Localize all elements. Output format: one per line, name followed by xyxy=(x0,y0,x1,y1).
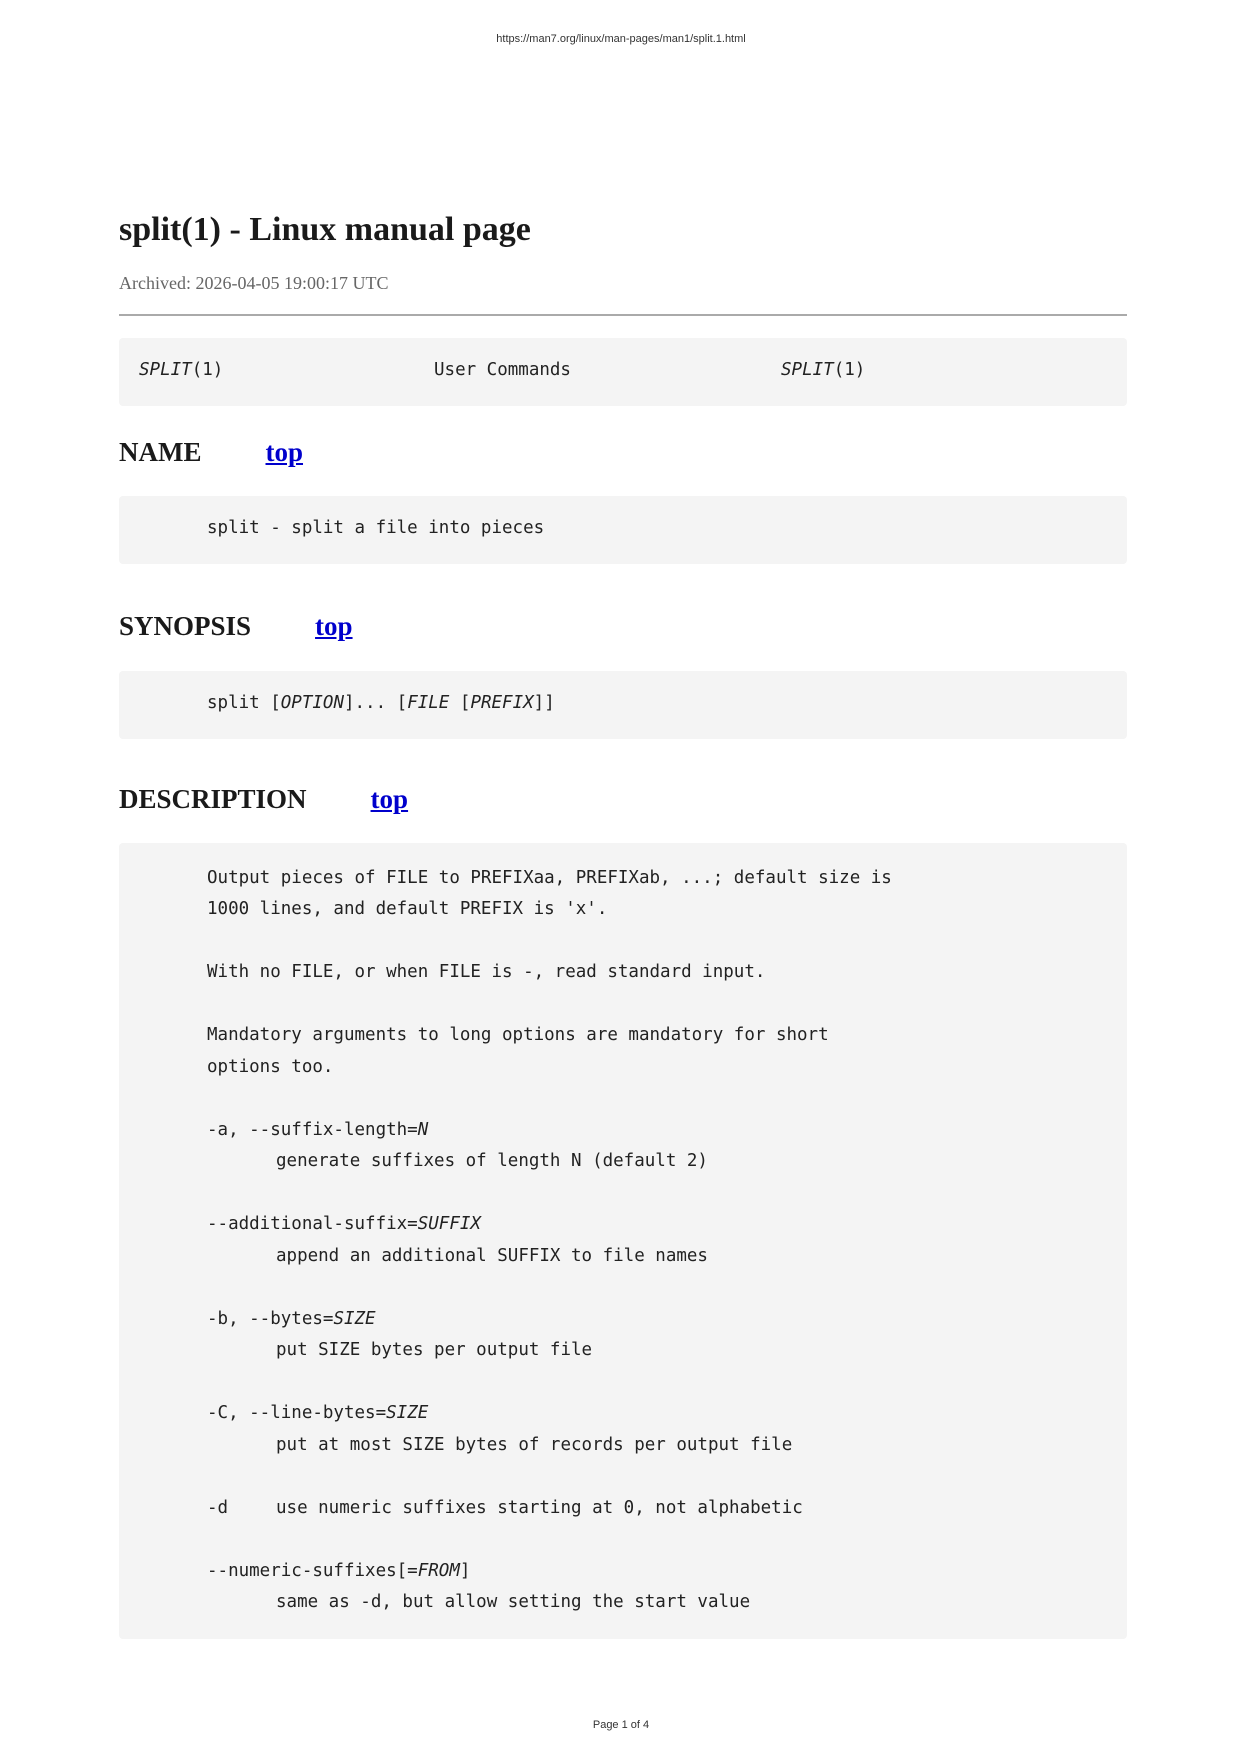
man-header-left: SPLIT(1) xyxy=(139,359,224,380)
description-para-3: Mandatory arguments to long options are mandatory for short options too. xyxy=(207,1025,829,1077)
option-d: -d use numeric suffixes starting at 0, not alphabetic xyxy=(207,1497,803,1518)
section-heading-description: DESCRIPTION top xyxy=(119,783,409,814)
section-heading-name: NAME top xyxy=(119,436,304,467)
man-header-bar xyxy=(119,338,1127,406)
option-bytes: -b, --bytes=SIZE put SIZE bytes per output file xyxy=(207,1308,593,1361)
page-number: Page 1 of 4 xyxy=(592,1719,650,1731)
man-header-right: SPLIT(1) xyxy=(781,359,866,380)
option-numeric-suffixes: --numeric-suffixes[=FROM] same as -d, but allow setting the start value xyxy=(207,1560,751,1613)
description-box xyxy=(119,843,1127,1639)
section-heading-synopsis: SYNOPSIS top xyxy=(119,611,353,642)
top-link-name[interactable]: top xyxy=(265,436,304,467)
title-divider xyxy=(119,314,1127,316)
description-para-1: Output pieces of FILE to PREFIXaa, PREFIXab, ...; default size is 1000 lines, and default PREFIX is 'x'. xyxy=(207,867,892,920)
top-link-description[interactable]: top xyxy=(370,783,409,814)
top-link-synopsis[interactable]: top xyxy=(315,611,353,642)
description-para-2: With no FILE, or when FILE is -, read standard input. xyxy=(207,962,766,983)
synopsis-box xyxy=(119,671,1127,739)
name-box xyxy=(119,496,1127,564)
print-header-url: https://man7.org/linux/man-pages/man1/split.1.html xyxy=(496,33,746,45)
man-header-center: User Commands xyxy=(434,359,571,380)
name-text: split - split a file into pieces xyxy=(207,518,545,539)
option-suffix-length: -a, --suffix-length=N generate suffixes of length N (default 2) xyxy=(207,1119,708,1172)
page-title: split(1) - Linux manual page xyxy=(119,211,531,248)
option-line-bytes: -C, --line-bytes=SIZE put at most SIZE bytes of records per output file xyxy=(207,1403,793,1455)
synopsis-text: split [OPTION]... [FILE [PREFIX]] xyxy=(207,692,555,713)
option-additional-suffix: --additional-suffix=SUFFIX append an additional SUFFIX to file names xyxy=(207,1214,708,1266)
man-page-content xyxy=(119,210,1127,1639)
archived-timestamp: Archived: 2026-04-05 19:00:17 UTC xyxy=(119,272,389,293)
